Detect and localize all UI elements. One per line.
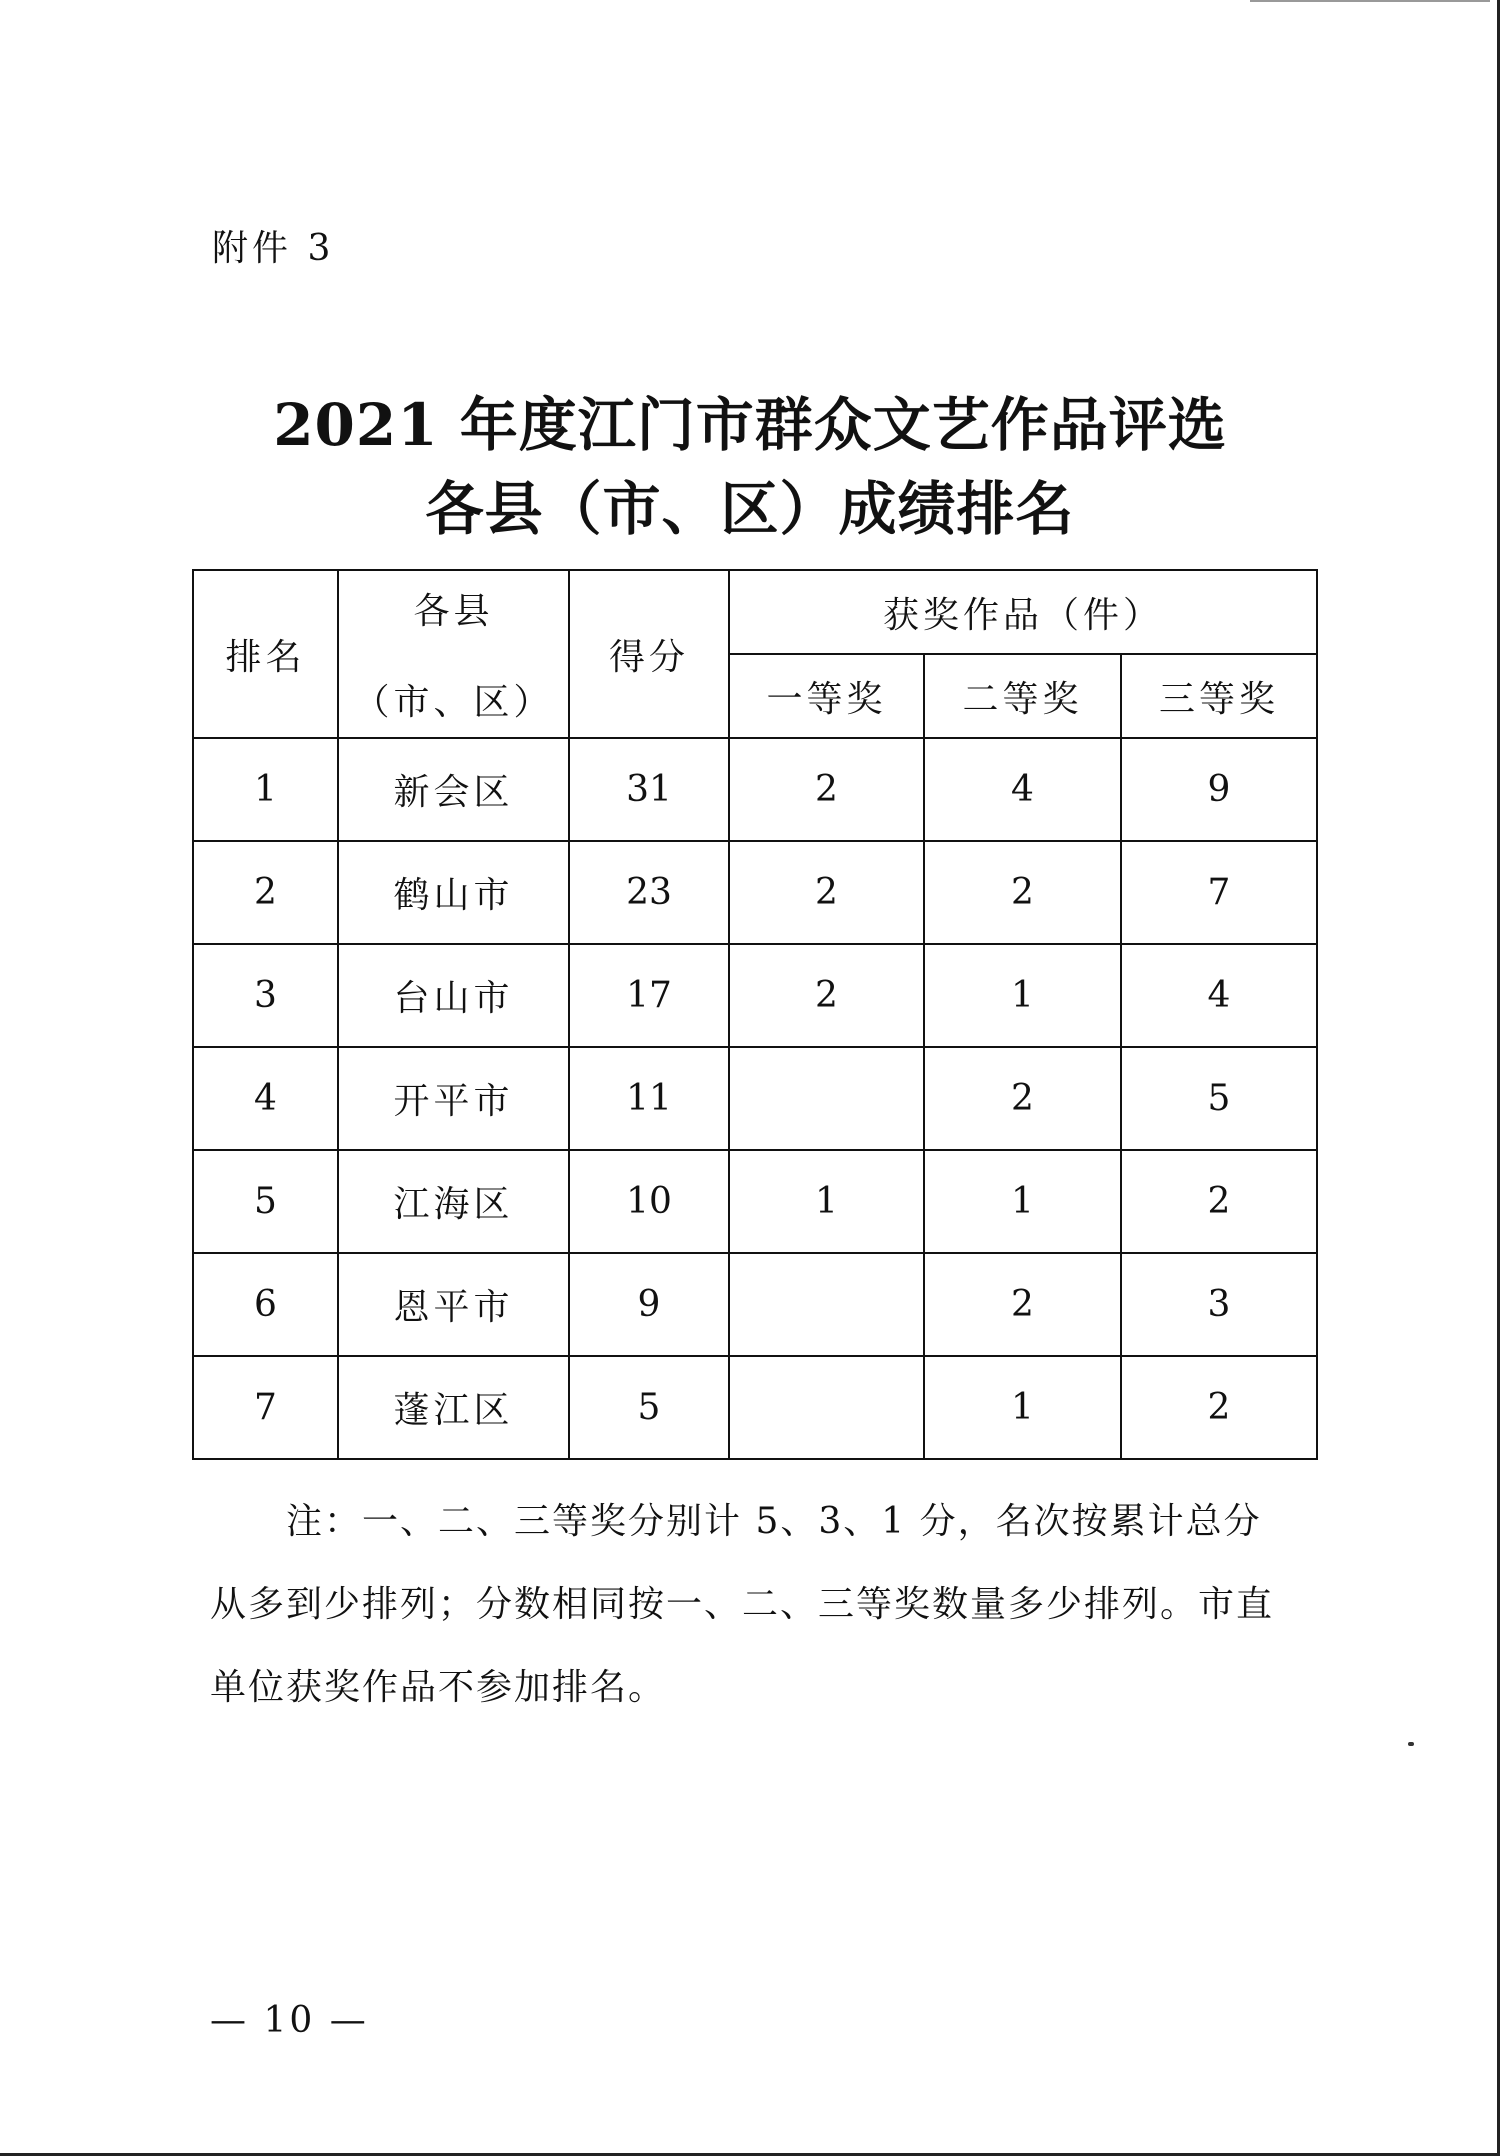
table-row [193, 1150, 1317, 1253]
ranking-table [192, 569, 1318, 1460]
cell-score: 23 [569, 841, 729, 944]
scan-speck [1408, 1742, 1414, 1746]
cell-third: 4 [1121, 944, 1317, 1047]
cell-second: 4 [924, 738, 1121, 841]
cell-third: 9 [1121, 738, 1317, 841]
cell-second: 2 [924, 841, 1121, 944]
cell-third: 2 [1121, 1150, 1317, 1253]
cell-second: 2 [924, 1253, 1121, 1356]
table-header-row [193, 570, 1317, 654]
cell-county: 蓬江区 [338, 1356, 569, 1459]
header-second-prize: 二等奖 [924, 654, 1121, 738]
header-county-line-2: （市、区） [353, 682, 554, 723]
table-row [193, 738, 1317, 841]
cell-third: 5 [1121, 1047, 1317, 1150]
cell-county: 恩平市 [338, 1253, 569, 1356]
cell-second: 2 [924, 1047, 1121, 1150]
document-title-line-2: 各县（市、区）成绩排名 [425, 475, 1075, 543]
cell-rank: 4 [193, 1047, 338, 1150]
cell-second: 1 [924, 1356, 1121, 1459]
cell-county: 台山市 [338, 944, 569, 1047]
table-row [193, 1253, 1317, 1356]
table-row [193, 944, 1317, 1047]
header-third-prize: 三等奖 [1121, 654, 1317, 738]
attachment-label: 附件 3 [212, 228, 335, 269]
cell-score: 10 [569, 1150, 729, 1253]
cell-first: 2 [729, 738, 924, 841]
cell-first: 1 [729, 1150, 924, 1253]
header-first-prize: 一等奖 [729, 654, 924, 738]
header-rank: 排名 [193, 570, 338, 738]
cell-score: 31 [569, 738, 729, 841]
cell-rank: 7 [193, 1356, 338, 1459]
header-county-line-1: 各县 [413, 591, 494, 632]
cell-county: 开平市 [338, 1047, 569, 1150]
page-number: — 10 — [210, 2000, 369, 2041]
cell-score: 17 [569, 944, 729, 1047]
cell-third: 2 [1121, 1356, 1317, 1459]
cell-rank: 5 [193, 1150, 338, 1253]
scan-edge-mark [1250, 0, 1490, 2]
table-body [193, 738, 1317, 1459]
cell-first: 2 [729, 841, 924, 944]
cell-county: 新会区 [338, 738, 569, 841]
cell-rank: 3 [193, 944, 338, 1047]
cell-county: 鹤山市 [338, 841, 569, 944]
cell-second: 1 [924, 944, 1121, 1047]
cell-score: 9 [569, 1253, 729, 1356]
cell-rank: 6 [193, 1253, 338, 1356]
cell-rank: 1 [193, 738, 338, 841]
table-note [210, 1480, 1295, 1729]
cell-rank: 2 [193, 841, 338, 944]
cell-first: 2 [729, 944, 924, 1047]
cell-first [729, 1356, 924, 1459]
header-awards-group: 获奖作品（件） [729, 570, 1317, 654]
cell-third: 7 [1121, 841, 1317, 944]
cell-second: 1 [924, 1150, 1121, 1253]
header-county [338, 570, 569, 738]
cell-score: 5 [569, 1356, 729, 1459]
note-text: 注：一、二、三等奖分别计 5、3、1 分，名次按累计总分从多到少排列；分数相同按一、二、三等奖数量多少排列。市直单位获奖作品不参加排名。 [210, 1501, 1275, 1708]
cell-county: 江海区 [338, 1150, 569, 1253]
header-score: 得分 [569, 570, 729, 738]
cell-first [729, 1047, 924, 1150]
cell-first [729, 1253, 924, 1356]
table-row [193, 1356, 1317, 1459]
document-title-line-1: 2021 年度江门市群众文艺作品评选 [273, 391, 1227, 459]
table-row [193, 1047, 1317, 1150]
table-row [193, 841, 1317, 944]
cell-score: 11 [569, 1047, 729, 1150]
cell-third: 3 [1121, 1253, 1317, 1356]
